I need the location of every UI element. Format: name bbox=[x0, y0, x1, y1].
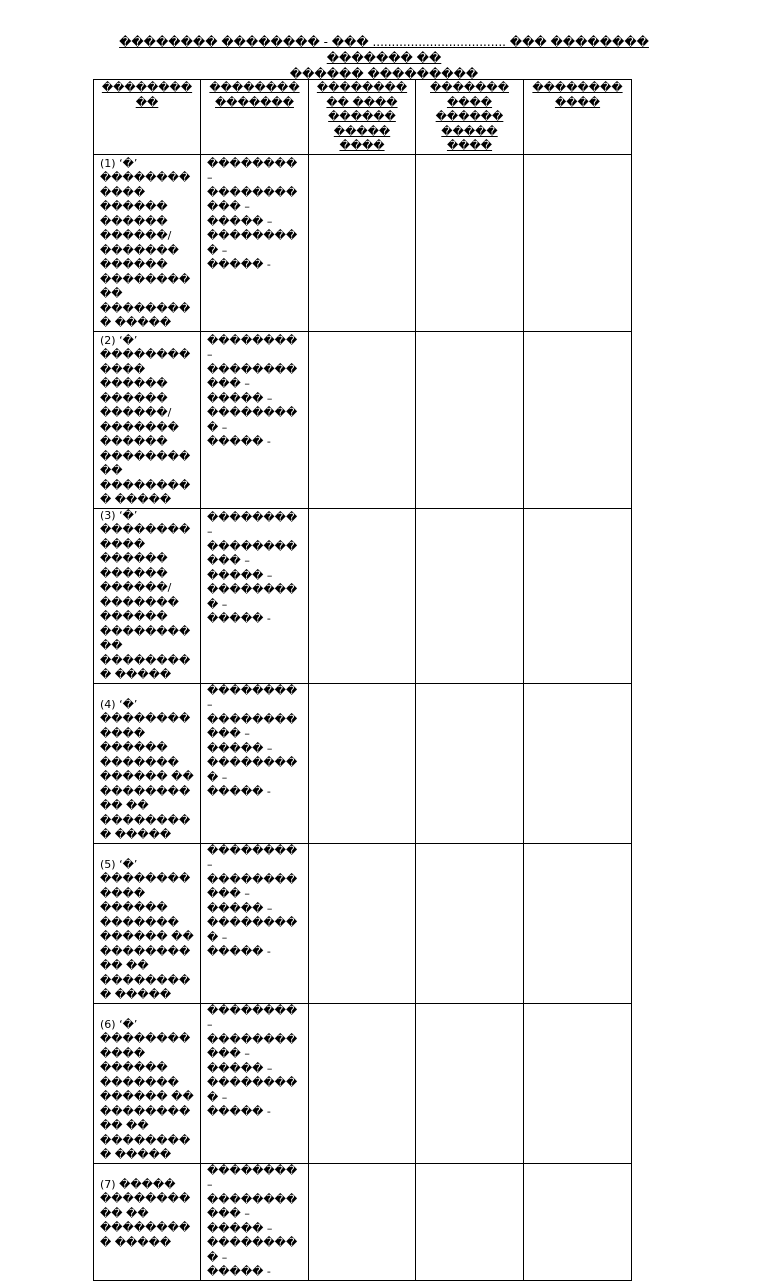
row-empty-cell[interactable] bbox=[524, 331, 632, 508]
row-empty-cell[interactable] bbox=[416, 508, 524, 683]
header-remarks: ������������ bbox=[524, 80, 632, 155]
row-empty-cell[interactable] bbox=[309, 683, 416, 843]
row-empty-cell[interactable] bbox=[524, 508, 632, 683]
table-row bbox=[94, 508, 632, 683]
table-row bbox=[94, 1163, 632, 1280]
row-empty-cell[interactable] bbox=[416, 1163, 524, 1280]
row-type-cell: (3) ‘�’ �������� ���� ������ ������ ������/ ������� ������ �������� �� ��������� ����� bbox=[94, 508, 201, 683]
table-row bbox=[94, 154, 632, 331]
row-beneficiary-cell: �������� – ����������� – ����� – ��������� – ����� - bbox=[201, 843, 309, 1003]
header-beneficiaries: �������� ������� bbox=[201, 80, 309, 155]
row-type-cell: (4) ‘�’ �������� ���� ������ ������� ������ �� ���������� �� ��������� ����� bbox=[94, 683, 201, 843]
row-beneficiary-cell: �������� – ����������� – ����� – ��������� – ����� - bbox=[201, 331, 309, 508]
row-type-cell: (2) ‘�’ �������� ���� ������ ������ ������/ ������� ������ �������� �� ��������� ����� bbox=[94, 331, 201, 508]
row-empty-cell[interactable] bbox=[309, 154, 416, 331]
row-empty-cell[interactable] bbox=[416, 683, 524, 843]
table-row bbox=[94, 683, 632, 843]
row-empty-cell[interactable] bbox=[416, 331, 524, 508]
header-type: ���������� bbox=[94, 80, 201, 155]
row-empty-cell[interactable] bbox=[416, 1003, 524, 1163]
title-line-2: ������ ��������� bbox=[289, 67, 479, 81]
header-col-4: ������� ���� ������ ����� ���� bbox=[416, 80, 524, 155]
row-type-cell: (1) ‘�’ �������� ���� ������ ������ ������/ ������� ������ �������� �� ��������� ����� bbox=[94, 154, 201, 331]
header-col-3: ���������� ���� ������ ����� ���� bbox=[309, 80, 416, 155]
table-row bbox=[94, 1003, 632, 1163]
row-empty-cell[interactable] bbox=[309, 508, 416, 683]
beneficiary-table bbox=[93, 79, 632, 1281]
row-empty-cell[interactable] bbox=[309, 1003, 416, 1163]
row-empty-cell[interactable] bbox=[309, 843, 416, 1003]
row-type-cell: (5) ‘�’ �������� ���� ������ ������� ������ �� ���������� �� ��������� ����� bbox=[94, 843, 201, 1003]
document-title bbox=[94, 34, 674, 82]
row-empty-cell[interactable] bbox=[416, 154, 524, 331]
header-row bbox=[94, 80, 632, 155]
row-beneficiary-cell: �������� – ����������� – ����� – ��������� – ����� - bbox=[201, 683, 309, 843]
row-empty-cell[interactable] bbox=[524, 1163, 632, 1280]
table-row bbox=[94, 331, 632, 508]
row-empty-cell[interactable] bbox=[524, 154, 632, 331]
row-beneficiary-cell: �������� – ����������� – ����� – ��������� – ����� - bbox=[201, 1163, 309, 1280]
row-empty-cell[interactable] bbox=[524, 1003, 632, 1163]
row-empty-cell[interactable] bbox=[524, 683, 632, 843]
title-line-1: �������� �������� - ��� ................................... ��� �������� ������� �� bbox=[119, 35, 649, 65]
row-empty-cell[interactable] bbox=[524, 843, 632, 1003]
row-type-cell: (7) ����� ���������� �� ��������� ����� bbox=[94, 1163, 201, 1280]
row-empty-cell[interactable] bbox=[416, 843, 524, 1003]
row-empty-cell[interactable] bbox=[309, 331, 416, 508]
row-type-cell: (6) ‘�’ �������� ���� ������ ������� ������ �� ���������� �� ��������� ����� bbox=[94, 1003, 201, 1163]
row-empty-cell[interactable] bbox=[309, 1163, 416, 1280]
row-beneficiary-cell: �������� – ����������� – ����� – ��������� – ����� - bbox=[201, 154, 309, 331]
row-beneficiary-cell: �������� – ����������� – ����� – ��������� – ����� - bbox=[201, 508, 309, 683]
row-beneficiary-cell: �������� – ����������� – ����� – ��������� – ����� - bbox=[201, 1003, 309, 1163]
table-row bbox=[94, 843, 632, 1003]
